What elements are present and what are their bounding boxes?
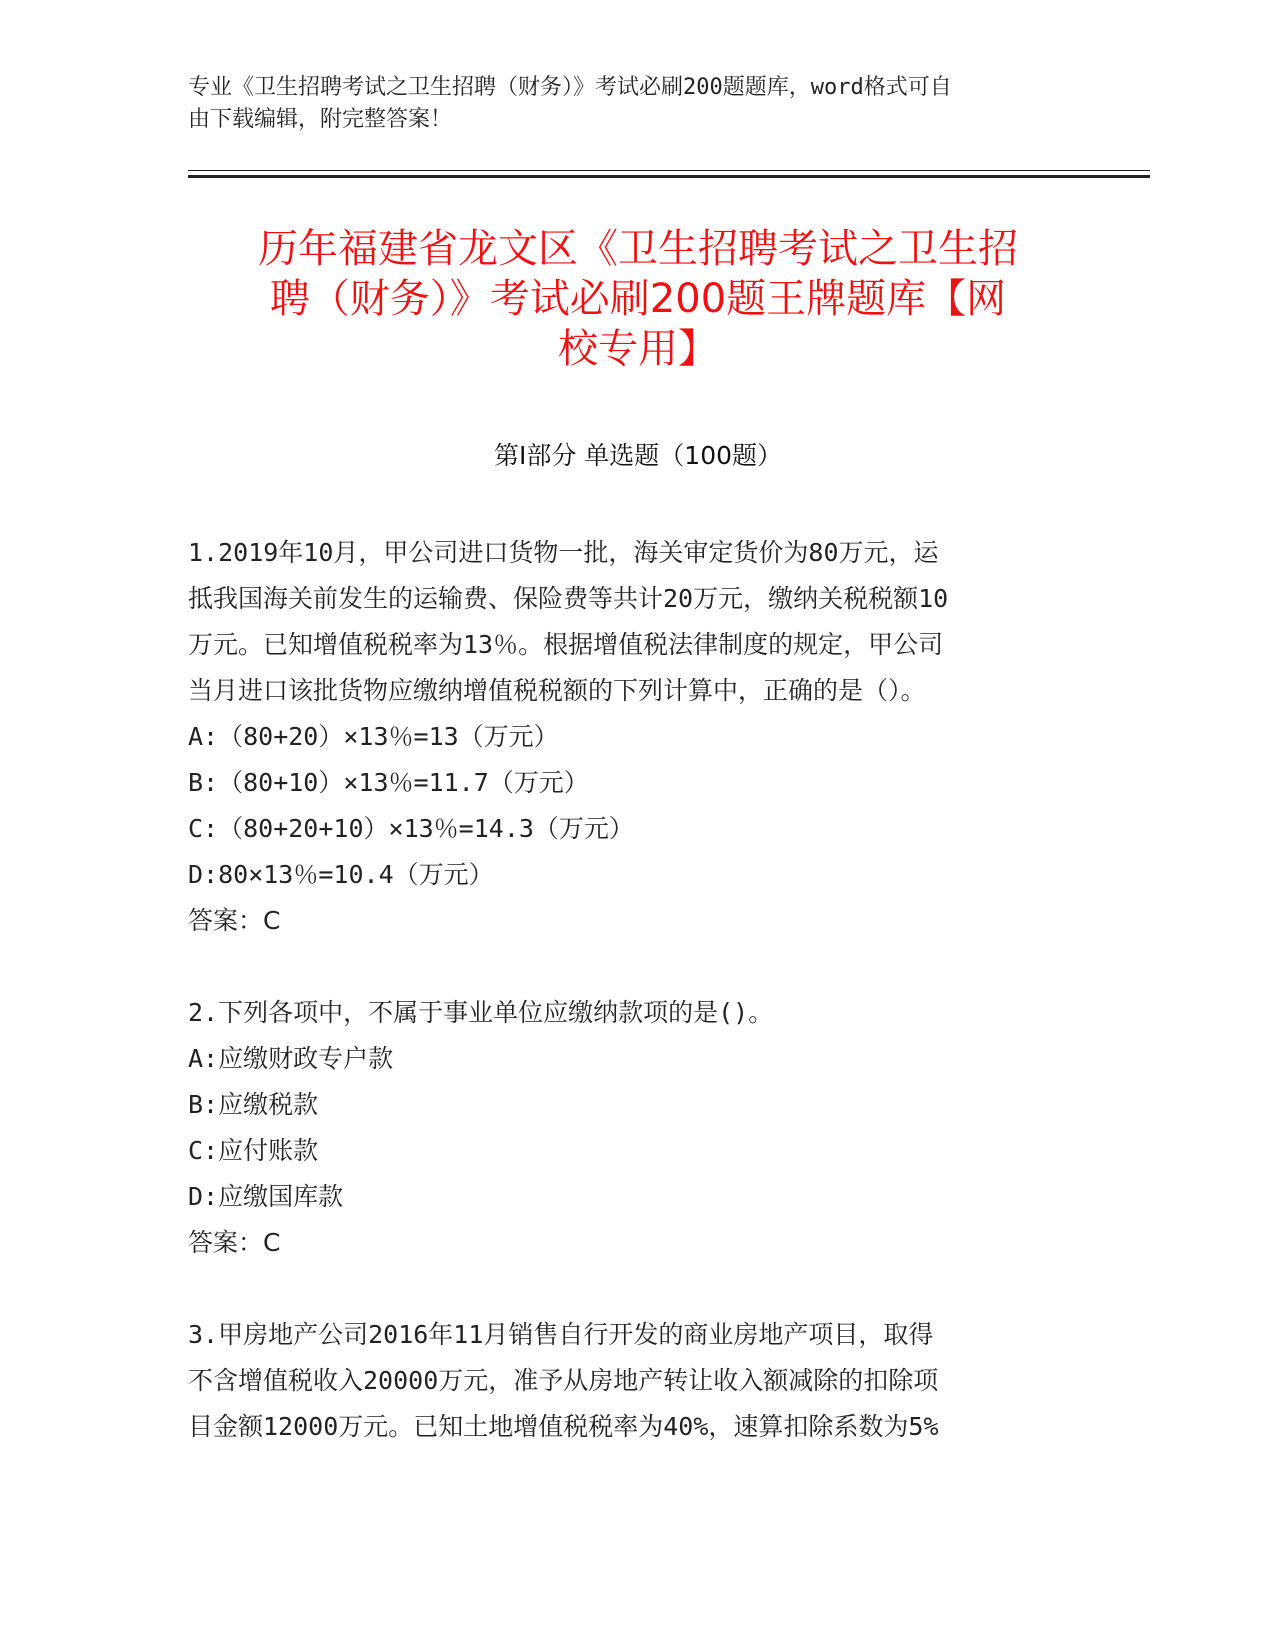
header-note xyxy=(188,72,1088,136)
document-title xyxy=(188,224,1088,374)
question-list xyxy=(188,530,1088,1450)
question-1-answer: 答案：C xyxy=(188,906,281,935)
question-1 xyxy=(188,530,1088,944)
question-2-option-d: D:应缴国库款 xyxy=(188,1182,344,1211)
question-spacer xyxy=(188,1266,1088,1312)
question-3-stem-line-1: 3.甲房地产公司2016年11月销售自行开发的商业房地产项目，取得 xyxy=(188,1320,934,1349)
question-2 xyxy=(188,990,1088,1266)
question-1-stem-line-4: 当月进口该批货物应缴纳增值税税额的下列计算中，正确的是（）。 xyxy=(188,676,926,705)
title-line-2: 聘（财务）》考试必刷200题王牌题库【网 xyxy=(269,276,1007,322)
question-1-stem-line-1: 1.2019年10月，甲公司进口货物一批，海关审定货价为80万元，运 xyxy=(188,538,939,567)
header-divider-thin xyxy=(188,170,1150,171)
title-line-3: 校专用】 xyxy=(558,326,718,372)
question-1-option-b: B:（80+10）×13％=11.7（万元） xyxy=(188,768,589,797)
question-2-option-c: C:应付账款 xyxy=(188,1136,319,1165)
question-1-option-a: A:（80+20）×13％=13（万元） xyxy=(188,722,559,751)
question-1-stem-line-3: 万元。已知增值税税率为13％。根据增值税法律制度的规定，甲公司 xyxy=(188,630,944,659)
question-3-stem-line-2: 不含增值税收入20000万元，准予从房地产转让收入额减除的扣除项 xyxy=(188,1366,939,1395)
question-2-stem-line-1: 2.下列各项中，不属于事业单位应缴纳款项的是()。 xyxy=(188,998,774,1027)
question-1-stem-line-2: 抵我国海关前发生的运输费、保险费等共计20万元，缴纳关税税额10 xyxy=(188,584,949,613)
question-1-option-c: C:（80+20+10）×13％=14.3（万元） xyxy=(188,814,634,843)
question-3-stem-line-3: 目金额12000万元。已知土地增值税税率为40%，速算扣除系数为5% xyxy=(188,1412,939,1441)
question-2-option-a: A:应缴财政专户款 xyxy=(188,1044,394,1073)
header-note-line-2: 由下载编辑，附完整答案！ xyxy=(188,107,453,132)
title-line-1: 历年福建省龙文区《卫生招聘考试之卫生招 xyxy=(258,226,1018,272)
section-title: 第Ⅰ部分 单选题（100题） xyxy=(493,441,783,470)
question-3 xyxy=(188,1312,1088,1450)
question-1-option-d: D:80×13％=10.4（万元） xyxy=(188,860,494,889)
question-spacer xyxy=(188,944,1088,990)
question-2-answer: 答案：C xyxy=(188,1228,281,1257)
question-2-option-b: B:应缴税款 xyxy=(188,1090,319,1119)
header-divider-thick xyxy=(188,175,1150,178)
header-note-line-1: 专业《卫生招聘考试之卫生招聘（财务）》考试必刷200题题库，word格式可自 xyxy=(188,75,952,100)
